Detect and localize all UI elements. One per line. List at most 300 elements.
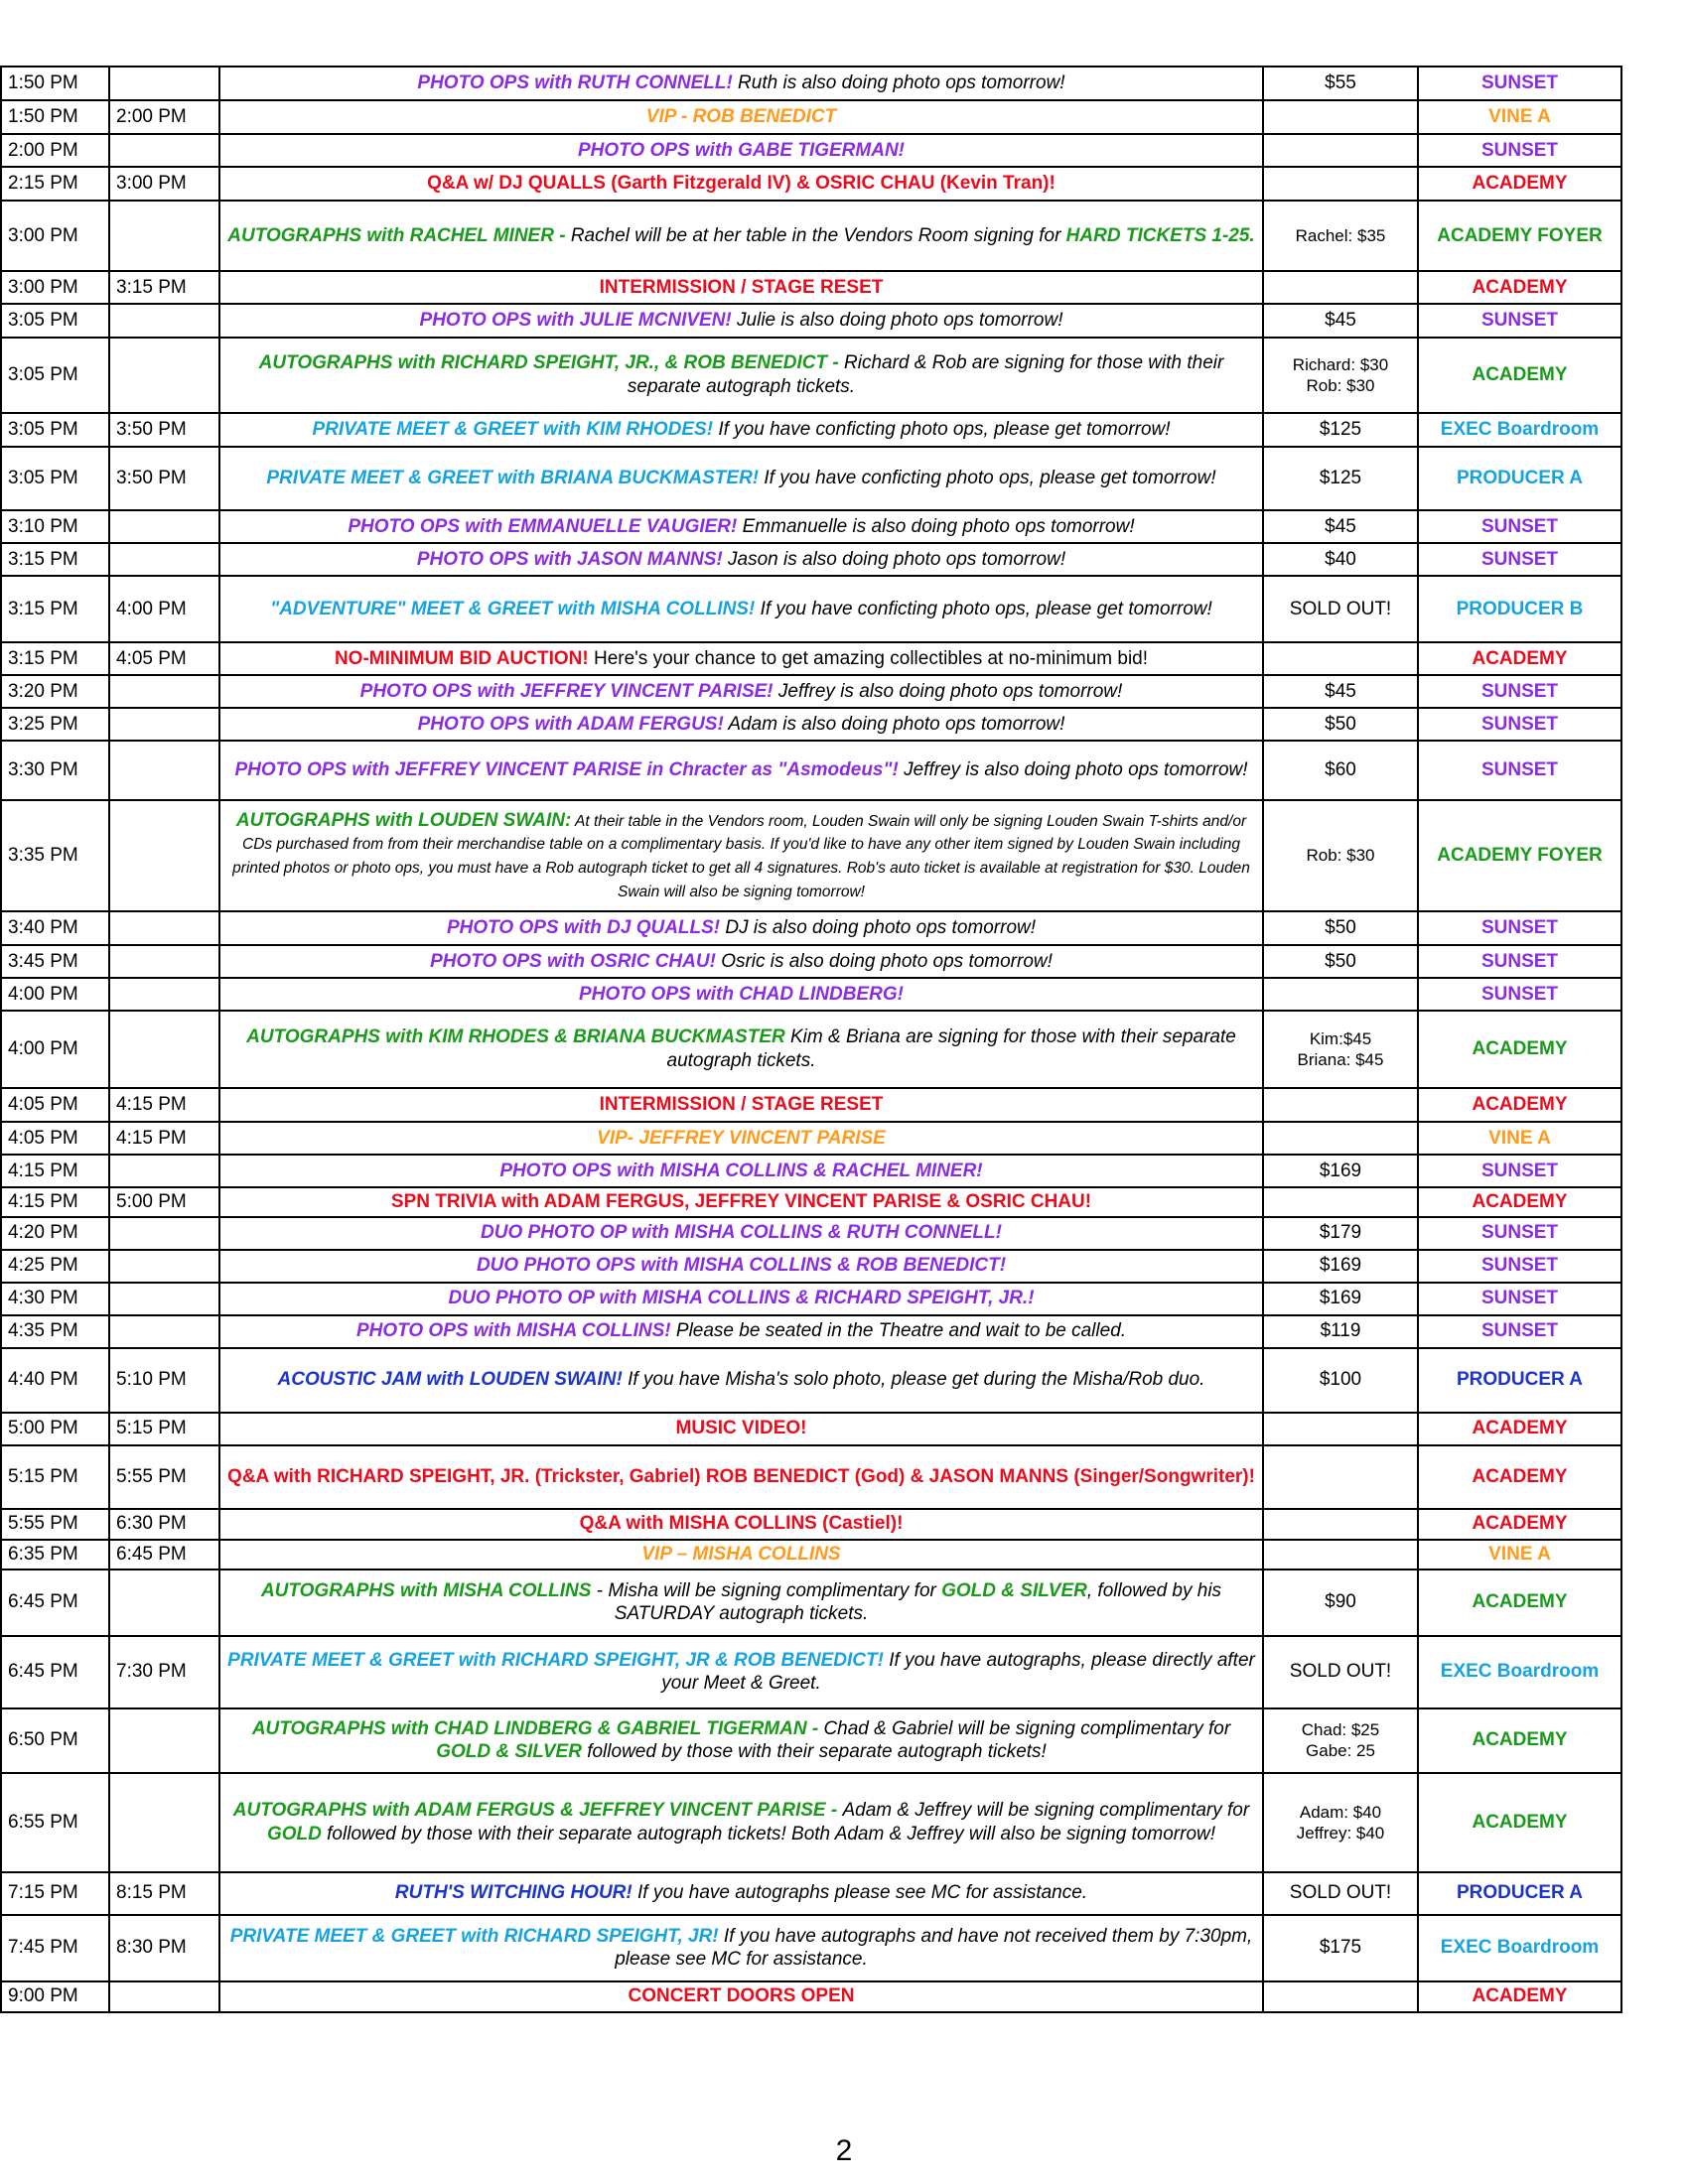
event-text: PHOTO OPS with JASON MANNS!	[416, 548, 723, 570]
start-time: 7:15 PM	[1, 1872, 109, 1915]
event-text: Please be seated in the Theatre and wait to be called.	[670, 1320, 1127, 1342]
event-location: EXEC Boardroom	[1418, 1915, 1621, 1981]
end-time	[109, 1250, 219, 1283]
event-text: DUO PHOTO OPS with MISHA COLLINS & ROB BENEDICT!	[476, 1255, 1007, 1277]
event-description	[219, 978, 1263, 1011]
event-text: AUTOGRAPHS with ADAM FERGUS & JEFFREY VINCENT PARISE -	[232, 1800, 843, 1821]
end-time: 5:15 PM	[109, 1413, 219, 1445]
event-price	[1263, 271, 1418, 304]
event-location: SUNSET	[1418, 911, 1621, 945]
event-price	[1263, 945, 1418, 978]
start-time: 6:55 PM	[1, 1773, 109, 1872]
schedule-row	[1, 271, 1621, 304]
event-description	[219, 1872, 1263, 1915]
event-description	[219, 1155, 1263, 1187]
event-location: SUNSET	[1418, 1315, 1621, 1348]
event-description	[219, 1981, 1263, 2012]
start-time: 3:45 PM	[1, 945, 109, 978]
start-time: 7:45 PM	[1, 1915, 109, 1981]
event-location: ACADEMY	[1418, 1509, 1621, 1540]
event-description	[219, 167, 1263, 201]
price-line: Gabe: 25	[1306, 1741, 1375, 1761]
event-location: PRODUCER A	[1418, 447, 1621, 510]
start-time: 3:15 PM	[1, 642, 109, 675]
event-description	[219, 741, 1263, 800]
start-time: 3:35 PM	[1, 800, 109, 911]
event-location: PRODUCER A	[1418, 1872, 1621, 1915]
end-time	[109, 945, 219, 978]
event-text: "ADVENTURE" MEET & GREET with MISHA COLLINS!	[270, 598, 756, 619]
event-description	[219, 1570, 1263, 1636]
event-price	[1263, 510, 1418, 543]
price-line: SOLD OUT!	[1289, 598, 1392, 619]
event-text: DUO PHOTO OP with MISHA COLLINS & RICHARD SPEIGHT, JR.!	[448, 1288, 1035, 1309]
page-number: 2	[835, 2134, 853, 2167]
start-time: 6:45 PM	[1, 1570, 109, 1636]
event-description	[219, 510, 1263, 543]
event-text: PHOTO OPS with GABE TIGERMAN!	[578, 139, 905, 161]
schedule-row	[1, 510, 1621, 543]
price-line: $100	[1319, 1369, 1362, 1391]
start-time: 6:45 PM	[1, 1636, 109, 1708]
event-description	[219, 675, 1263, 708]
event-price	[1263, 1250, 1418, 1283]
event-text: PHOTO OPS with CHAD LINDBERG!	[579, 983, 904, 1005]
end-time: 8:15 PM	[109, 1872, 219, 1915]
price-line: $45	[1325, 515, 1356, 537]
end-time: 5:55 PM	[109, 1445, 219, 1509]
event-text: PHOTO OPS with EMMANUELLE VAUGIER!	[348, 515, 738, 537]
event-text: If you have conficting photo ops, please get tomorrow!	[755, 598, 1212, 619]
start-time: 6:50 PM	[1, 1708, 109, 1773]
price-line: Briana: $45	[1297, 1050, 1384, 1069]
price-line: SOLD OUT!	[1289, 1661, 1392, 1683]
event-description	[219, 1540, 1263, 1570]
end-time	[109, 1981, 219, 2012]
event-description	[219, 1250, 1263, 1283]
event-text: DUO PHOTO OP with MISHA COLLINS & RUTH CONNELL!	[481, 1222, 1002, 1244]
event-location: SUNSET	[1418, 1155, 1621, 1187]
end-time: 3:00 PM	[109, 167, 219, 201]
event-price	[1263, 800, 1418, 911]
event-text: Here's your chance to get amazing collectibles at no-minimum bid!	[588, 647, 1149, 669]
schedule-body	[1, 67, 1621, 2012]
event-description	[219, 1636, 1263, 1708]
event-price	[1263, 447, 1418, 510]
event-text: - Misha will be signing complimentary for	[596, 1579, 942, 1601]
event-price	[1263, 708, 1418, 741]
event-text: PRIVATE MEET & GREET with RICHARD SPEIGHT, JR & ROB BENEDICT!	[227, 1649, 884, 1671]
start-time: 3:00 PM	[1, 271, 109, 304]
event-price	[1263, 1509, 1418, 1540]
event-text: GOLD	[266, 1823, 322, 1844]
price-line: $169	[1319, 1160, 1362, 1181]
event-description	[219, 271, 1263, 304]
event-description	[219, 413, 1263, 447]
schedule-row	[1, 1636, 1621, 1708]
event-description	[219, 800, 1263, 911]
event-price	[1263, 100, 1418, 134]
schedule-row	[1, 1540, 1621, 1570]
event-price	[1263, 1445, 1418, 1509]
end-time	[109, 978, 219, 1011]
event-location: EXEC Boardroom	[1418, 413, 1621, 447]
event-price	[1263, 1283, 1418, 1315]
schedule-row	[1, 1509, 1621, 1540]
event-text: Julie is also doing photo ops tomorrow!	[731, 310, 1063, 332]
event-text: If you have Misha's solo photo, please get during the Misha/Rob duo.	[622, 1369, 1205, 1391]
event-location: SUNSET	[1418, 1283, 1621, 1315]
end-time	[109, 1773, 219, 1872]
event-text: Q&A w/ DJ QUALLS (Garth Fitzgerald IV) & OSRIC CHAU (Kevin Tran)!	[427, 173, 1055, 195]
event-text: INTERMISSION / STAGE RESET	[599, 276, 884, 298]
start-time: 3:15 PM	[1, 576, 109, 642]
schedule-row	[1, 1915, 1621, 1981]
event-description	[219, 1915, 1263, 1981]
event-location: SUNSET	[1418, 510, 1621, 543]
event-description	[219, 1708, 1263, 1773]
end-time: 4:15 PM	[109, 1122, 219, 1155]
event-description	[219, 201, 1263, 271]
end-time	[109, 1011, 219, 1088]
event-description	[219, 1088, 1263, 1122]
event-text: AUTOGRAPHS with KIM RHODES & BRIANA BUCKMASTER	[246, 1026, 785, 1048]
event-price	[1263, 576, 1418, 642]
event-text: RUTH'S WITCHING HOUR!	[394, 1882, 633, 1904]
event-location: ACADEMY	[1418, 1187, 1621, 1217]
event-text: If you have autographs and have not received them by 7:30pm, please see MC for assistance.	[615, 1925, 1253, 1971]
schedule-row	[1, 708, 1621, 741]
end-time	[109, 510, 219, 543]
event-location: VINE A	[1418, 1540, 1621, 1570]
schedule-row	[1, 741, 1621, 800]
event-location: EXEC Boardroom	[1418, 1636, 1621, 1708]
event-location: SUNSET	[1418, 1217, 1621, 1250]
start-time: 4:20 PM	[1, 1217, 109, 1250]
price-line: $55	[1325, 72, 1356, 94]
event-location: ACADEMY	[1418, 1088, 1621, 1122]
event-text: Q&A with RICHARD SPEIGHT, JR. (Trickster, Gabriel) ROB BENEDICT (God) & JASON MANNS (Singer/Songwriter)!	[227, 1465, 1255, 1487]
price-line: Rob: $30	[1306, 846, 1375, 866]
price-line: Jeffrey: $40	[1296, 1823, 1385, 1843]
schedule-row	[1, 978, 1621, 1011]
event-location: ACADEMY	[1418, 642, 1621, 675]
event-location: PRODUCER A	[1418, 1348, 1621, 1413]
price-line: Rachel: $35	[1295, 225, 1386, 245]
start-time: 4:00 PM	[1, 978, 109, 1011]
schedule-row	[1, 1445, 1621, 1509]
event-text: Emmanuelle is also doing photo ops tomorrow!	[737, 515, 1135, 537]
start-time: 9:00 PM	[1, 1981, 109, 2012]
schedule-row	[1, 167, 1621, 201]
event-description	[219, 543, 1263, 576]
start-time: 3:05 PM	[1, 338, 109, 413]
event-text: MUSIC VIDEO!	[675, 1418, 807, 1439]
end-time	[109, 134, 219, 167]
event-location: SUNSET	[1418, 304, 1621, 338]
schedule-row	[1, 1773, 1621, 1872]
event-text: Jeffrey is also doing photo ops tomorrow!	[773, 680, 1123, 702]
schedule-row	[1, 1872, 1621, 1915]
event-price	[1263, 543, 1418, 576]
event-text: Adam & Jeffrey will be signing complimentary for	[842, 1800, 1250, 1821]
event-text: If you have conficting photo ops, please get tomorrow!	[759, 468, 1216, 489]
event-description	[219, 1187, 1263, 1217]
event-text: CONCERT DOORS OPEN	[628, 1985, 855, 2007]
event-location: PRODUCER B	[1418, 576, 1621, 642]
schedule-row	[1, 1217, 1621, 1250]
price-line: $169	[1319, 1255, 1362, 1277]
end-time: 3:50 PM	[109, 447, 219, 510]
event-location: VINE A	[1418, 1122, 1621, 1155]
schedule-row	[1, 576, 1621, 642]
event-text: AUTOGRAPHS with MISHA COLLINS	[260, 1579, 597, 1601]
event-location: SUNSET	[1418, 134, 1621, 167]
event-location: SUNSET	[1418, 1250, 1621, 1283]
schedule-row	[1, 543, 1621, 576]
start-time: 3:30 PM	[1, 741, 109, 800]
event-text: DJ is also doing photo ops tomorrow!	[720, 917, 1037, 939]
event-text: If you have autographs, please directly after your Meet & Greet.	[661, 1649, 1255, 1695]
event-location: ACADEMY FOYER	[1418, 201, 1621, 271]
start-time: 2:00 PM	[1, 134, 109, 167]
start-time: 5:15 PM	[1, 1445, 109, 1509]
start-time: 5:55 PM	[1, 1509, 109, 1540]
event-text: GOLD & SILVER	[436, 1741, 582, 1763]
event-text: PHOTO OPS with OSRIC CHAU!	[430, 950, 716, 972]
schedule-row	[1, 413, 1621, 447]
price-line: $125	[1319, 468, 1362, 489]
schedule-row	[1, 1187, 1621, 1217]
end-time: 7:30 PM	[109, 1636, 219, 1708]
event-text: PHOTO OPS with RUTH CONNELL!	[417, 72, 733, 94]
event-price	[1263, 1187, 1418, 1217]
event-text: Jeffrey is also doing photo ops tomorrow!	[898, 759, 1248, 781]
schedule-row	[1, 304, 1621, 338]
event-location: ACADEMY	[1418, 1570, 1621, 1636]
event-text: NO-MINIMUM BID AUCTION!	[334, 647, 589, 669]
event-text: followed by those with their separate autograph tickets! Both Adam & Jeffrey will also be signing tomorrow!	[321, 1823, 1216, 1844]
start-time: 4:35 PM	[1, 1315, 109, 1348]
schedule-table	[0, 66, 1622, 2013]
schedule-row	[1, 100, 1621, 134]
start-time: 3:20 PM	[1, 675, 109, 708]
event-price	[1263, 1011, 1418, 1088]
price-line: $60	[1325, 759, 1356, 781]
price-line: $175	[1319, 1937, 1362, 1959]
event-text: SPN TRIVIA with ADAM FERGUS, JEFFREY VINCENT PARISE & OSRIC CHAU!	[390, 1191, 1092, 1212]
end-time	[109, 304, 219, 338]
event-text: PHOTO OPS with ADAM FERGUS!	[417, 713, 724, 735]
start-time: 4:00 PM	[1, 1011, 109, 1088]
event-description	[219, 1413, 1263, 1445]
event-description	[219, 1217, 1263, 1250]
event-text: PRIVATE MEET & GREET with RICHARD SPEIGHT, JR!	[229, 1925, 719, 1947]
event-text: PHOTO OPS with JEFFREY VINCENT PARISE!	[359, 680, 774, 702]
event-description	[219, 1445, 1263, 1509]
event-location: SUNSET	[1418, 67, 1621, 100]
schedule-row	[1, 1283, 1621, 1315]
event-location: ACADEMY	[1418, 1413, 1621, 1445]
event-description	[219, 1011, 1263, 1088]
start-time: 3:15 PM	[1, 543, 109, 576]
event-text: At their table in the Vendors room, Louden Swain will only be signing Louden Swain T-shirts and/or CDs purchased from from their merchandise table on a complimentary basis. If you'd like to have any other item signed by Louden Swain including printed photos or photo ops, you must have a Rob autograph ticket to get all 4 signatures. Rob's auto ticket is available at registration for $30. Louden Swain will also be signing tomorrow!	[232, 812, 1250, 900]
price-line: $125	[1319, 419, 1362, 441]
event-text: , followed by his SATURDAY autograph tickets.	[614, 1579, 1222, 1625]
start-time: 4:15 PM	[1, 1187, 109, 1217]
event-text: Rachel will be at her table in the Vendors Room signing for	[570, 224, 1066, 246]
event-text: Osric is also doing photo ops tomorrow!	[715, 950, 1053, 972]
price-line: Kim:$45	[1309, 1028, 1372, 1048]
schedule-row	[1, 675, 1621, 708]
schedule-row	[1, 911, 1621, 945]
event-price	[1263, 304, 1418, 338]
schedule-row	[1, 447, 1621, 510]
start-time: 6:35 PM	[1, 1540, 109, 1570]
event-description	[219, 911, 1263, 945]
event-description	[219, 134, 1263, 167]
event-description	[219, 447, 1263, 510]
end-time: 5:10 PM	[109, 1348, 219, 1413]
event-text: Richard & Rob are signing for those with their separate autograph tickets.	[627, 352, 1224, 397]
price-line: Adam: $40	[1299, 1802, 1382, 1822]
event-price	[1263, 1708, 1418, 1773]
event-text: AUTOGRAPHS with CHAD LINDBERG & GABRIEL TIGERMAN -	[251, 1717, 824, 1739]
schedule-row	[1, 1011, 1621, 1088]
event-price	[1263, 1122, 1418, 1155]
price-line: Chad: $25	[1301, 1720, 1380, 1739]
event-price	[1263, 1773, 1418, 1872]
event-text: PHOTO OPS with JEFFREY VINCENT PARISE in Chracter as "Asmodeus"!	[234, 759, 899, 781]
event-price	[1263, 338, 1418, 413]
event-description	[219, 576, 1263, 642]
event-text: Jason is also doing photo ops tomorrow!	[722, 548, 1066, 570]
event-price	[1263, 911, 1418, 945]
start-time: 3:00 PM	[1, 201, 109, 271]
event-text: ACOUSTIC JAM with LOUDEN SWAIN!	[277, 1369, 623, 1391]
price-line: $50	[1325, 713, 1356, 735]
event-price	[1263, 1636, 1418, 1708]
event-price	[1263, 1155, 1418, 1187]
event-price	[1263, 1217, 1418, 1250]
end-time	[109, 1315, 219, 1348]
start-time: 3:10 PM	[1, 510, 109, 543]
start-time: 5:00 PM	[1, 1413, 109, 1445]
end-time	[109, 201, 219, 271]
event-price	[1263, 642, 1418, 675]
schedule-row	[1, 134, 1621, 167]
event-description	[219, 1773, 1263, 1872]
event-text: followed by those with their separate autograph tickets!	[581, 1741, 1047, 1763]
event-location: SUNSET	[1418, 978, 1621, 1011]
event-text: If you have autographs please see MC for assistance.	[632, 1882, 1088, 1904]
end-time: 3:15 PM	[109, 271, 219, 304]
event-description	[219, 1509, 1263, 1540]
event-location: ACADEMY	[1418, 1011, 1621, 1088]
event-text: AUTOGRAPHS with LOUDEN SWAIN:	[235, 809, 572, 831]
event-price	[1263, 675, 1418, 708]
schedule-row	[1, 201, 1621, 271]
end-time	[109, 675, 219, 708]
price-line: $169	[1319, 1288, 1362, 1309]
event-price	[1263, 134, 1418, 167]
event-location: SUNSET	[1418, 945, 1621, 978]
end-time	[109, 708, 219, 741]
schedule-row	[1, 1315, 1621, 1348]
event-text: INTERMISSION / STAGE RESET	[599, 1094, 884, 1116]
schedule-row	[1, 945, 1621, 978]
event-location: VINE A	[1418, 100, 1621, 134]
price-line: $45	[1325, 680, 1356, 702]
event-text: VIP – MISHA COLLINS	[641, 1543, 841, 1565]
start-time: 2:15 PM	[1, 167, 109, 201]
event-description	[219, 945, 1263, 978]
event-location: ACADEMY	[1418, 338, 1621, 413]
event-price	[1263, 1348, 1418, 1413]
schedule-row	[1, 67, 1621, 100]
start-time: 4:30 PM	[1, 1283, 109, 1315]
end-time: 4:00 PM	[109, 576, 219, 642]
schedule-row	[1, 642, 1621, 675]
event-text: Q&A with MISHA COLLINS (Castiel)!	[579, 1513, 904, 1535]
event-text: PHOTO OPS with DJ QUALLS!	[446, 917, 721, 939]
event-price	[1263, 1540, 1418, 1570]
schedule-row	[1, 338, 1621, 413]
event-location: ACADEMY	[1418, 1773, 1621, 1872]
schedule-row	[1, 800, 1621, 911]
event-text: AUTOGRAPHS with RICHARD SPEIGHT, JR., & ROB BENEDICT -	[258, 352, 845, 374]
event-price	[1263, 978, 1418, 1011]
start-time: 3:25 PM	[1, 708, 109, 741]
event-location: ACADEMY	[1418, 167, 1621, 201]
schedule-row	[1, 1413, 1621, 1445]
end-time: 8:30 PM	[109, 1915, 219, 1981]
end-time: 4:05 PM	[109, 642, 219, 675]
end-time: 6:45 PM	[109, 1540, 219, 1570]
event-price	[1263, 1413, 1418, 1445]
price-line: $45	[1325, 310, 1356, 332]
end-time: 3:50 PM	[109, 413, 219, 447]
event-text: HARD TICKETS 1-25.	[1065, 224, 1255, 246]
price-line: $179	[1319, 1222, 1362, 1244]
event-text: GOLD & SILVER	[941, 1579, 1087, 1601]
schedule-row	[1, 1250, 1621, 1283]
event-text: AUTOGRAPHS with RACHEL MINER	[227, 224, 560, 246]
end-time: 5:00 PM	[109, 1187, 219, 1217]
event-text: Kim & Briana are signing for those with their separate autograph tickets.	[666, 1026, 1236, 1071]
event-text: Adam is also doing photo ops tomorrow!	[723, 713, 1065, 735]
event-price	[1263, 201, 1418, 271]
price-line: Rob: $30	[1306, 376, 1375, 395]
event-location: ACADEMY	[1418, 271, 1621, 304]
event-price	[1263, 1315, 1418, 1348]
end-time	[109, 1570, 219, 1636]
schedule-row	[1, 1088, 1621, 1122]
price-line: Richard: $30	[1292, 354, 1389, 374]
event-description	[219, 1348, 1263, 1413]
event-description	[219, 1122, 1263, 1155]
end-time	[109, 800, 219, 911]
event-price	[1263, 167, 1418, 201]
event-location: SUNSET	[1418, 543, 1621, 576]
start-time: 3:05 PM	[1, 304, 109, 338]
event-location: SUNSET	[1418, 675, 1621, 708]
end-time	[109, 338, 219, 413]
event-price	[1263, 413, 1418, 447]
event-price	[1263, 1915, 1418, 1981]
event-text: Chad & Gabriel will be signing complimentary for	[823, 1717, 1231, 1739]
price-line: $50	[1325, 917, 1356, 939]
